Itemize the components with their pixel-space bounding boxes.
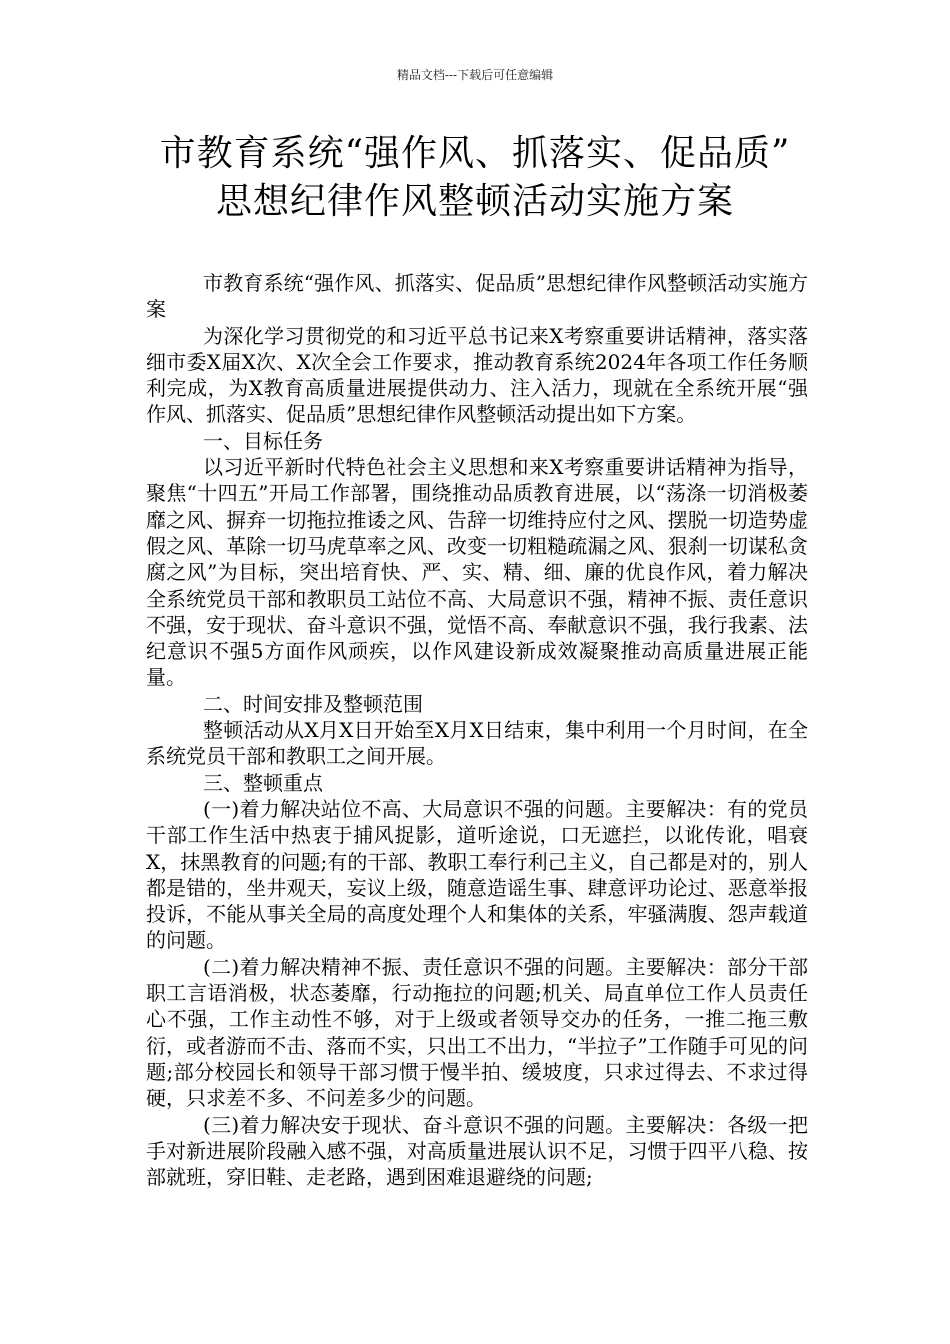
paragraph-intro: 为深化学习贯彻党的和习近平总书记来X考察重要讲话精神，落实落细市委X届X次、X次全会工作要求，推动教育系统2024年各项工作任务顺利完成，为X教育高质量进展提供动力、注入活力，现就在全系统开展“强作风、抓落实、促品质”思想纪律作风整顿活动提出如下方案。	[146, 323, 808, 427]
section-heading-focus: 三、整顿重点	[203, 770, 323, 795]
paragraph-focus-2: (二)着力解决精神不振、责任意识不强的问题。主要解决：部分干部职工言语消极，状态萎靡，行动拖拉的问题;机关、局直单位工作人员责任心不强，工作主动性不够，对于上级或者领导交办的任务，一推二拖三敷衍，或者游而不击、落而不实，只出工不出力，“半拉子”工作随手可见的问题;部分校园长和领导干部习惯于慢半拍、缓坡度，只求过得去、不求过得硬，只求差不多、不问差多少的问题。	[146, 954, 808, 1111]
document-body	[146, 270, 808, 1190]
document-title	[60, 130, 890, 226]
paragraph-repeated-title: 市教育系统“强作风、抓落实、促品质”思想纪律作风整顿活动实施方案	[146, 271, 808, 322]
document-title-line-2: 思想纪律作风整顿活动实施方案	[215, 181, 734, 222]
header-note: 精品文档---下载后可任意编辑	[396, 68, 554, 82]
section-heading-goals: 一、目标任务	[203, 428, 323, 453]
paragraph-focus-3: (三)着力解决安于现状、奋斗意识不强的问题。主要解决：各级一把手对新进展阶段融入感不强，对高质量进展认识不足，习惯于四平八稳、按部就班，穿旧鞋、走老路，遇到困难退避绕的问题;	[146, 1112, 808, 1190]
section-heading-schedule: 二、时间安排及整顿范围	[203, 691, 423, 716]
paragraph-focus-1: (一)着力解决站位不高、大局意识不强的问题。主要解决：有的党员干部工作生活中热衷于捕风捉影，道听途说，口无遮拦，以讹传讹，唱衰X，抹黑教育的问题;有的干部、教职工奉行利己主义，自己都是对的，别人都是错的，坐井观天，妄议上级，随意造谣生事、肆意评功论过、恶意举报投诉，不能从事关全局的高度处理个人和集体的关系，牢骚满腹、怨声载道的问题。	[146, 796, 808, 953]
document-title-line-1: 市教育系统“强作风、抓落实、促品质”	[159, 133, 791, 174]
paragraph-goals: 以习近平新时代特色社会主义思想和来X考察重要讲话精神为指导，聚焦“十四五”开局工作部署，围绕推动品质教育进展，以“荡涤一切消极萎靡之风、摒弃一切拖拉推诿之风、告辞一切维持应付之风、摆脱一切造势虚假之风、革除一切马虎草率之风、改变一切粗糙疏漏之风、狠刹一切谋私贪腐之风”为目标，突出培育快、严、实、精、细、廉的优良作风，着力解决全系统党员干部和教职员工站位不高、大局意识不强，精神不振、责任意识不强，安于现状、奋斗意识不强，觉悟不高、奉献意识不强，我行我素、法纪意识不强5方面作风顽疾，以作风建设新成效凝聚推动高质量进展正能量。	[146, 455, 808, 690]
paragraph-schedule: 整顿活动从X月X日开始至X月X日结束，集中利用一个月时间，在全系统党员干部和教职工之间开展。	[146, 718, 808, 769]
